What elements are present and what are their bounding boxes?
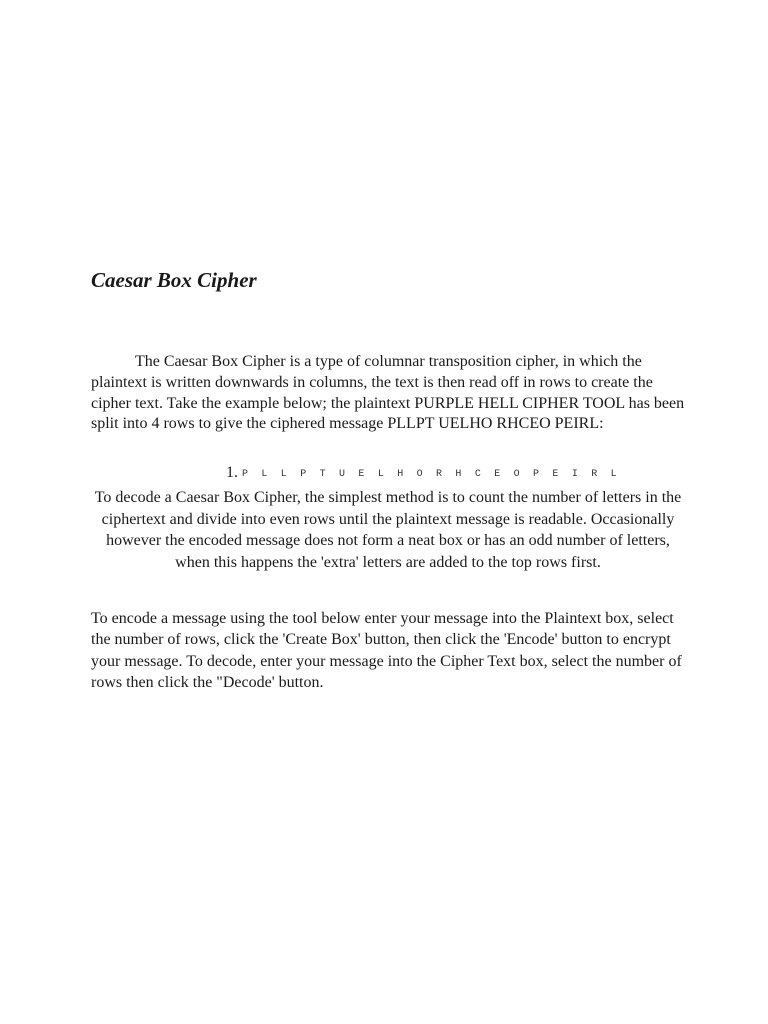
example-ciphertext: P L L P T U E L H O R H C E O P E I R L <box>242 469 621 480</box>
instructions-paragraph: To encode a message using the tool below enter your message into the Plaintext box, select the number of rows, click the 'Create Box' button, then click the 'Encode' button to encrypt your message. To decode, enter your message into the Cipher Text box, select the number of rows then click the "Decode' button. <box>91 610 682 691</box>
cipher-example <box>226 463 620 485</box>
decode-paragraph: To decode a Caesar Box Cipher, the simplest method is to count the number of letters in the ciphertext and divide into even rows until the plaintext message is readable. Occasionally however the encoded message does not form a neat box or has an odd number of letters, when this happens the 'extra' letters are added to the top rows first. <box>94 489 682 571</box>
page-title: Caesar Box Cipher <box>91 268 257 292</box>
intro-paragraph: The Caesar Box Cipher is a type of columnar transposition cipher, in which the plaintext is written downwards in columns, the text is then read off in rows to create the cipher text. Take the example below; the plaintext PURPLE HELL CIPHER TOOL has been split into 4 rows to give the ciphered message PLLPT UELHO RHCEO PEIRL: <box>91 353 685 433</box>
example-number: 1. <box>226 464 238 481</box>
